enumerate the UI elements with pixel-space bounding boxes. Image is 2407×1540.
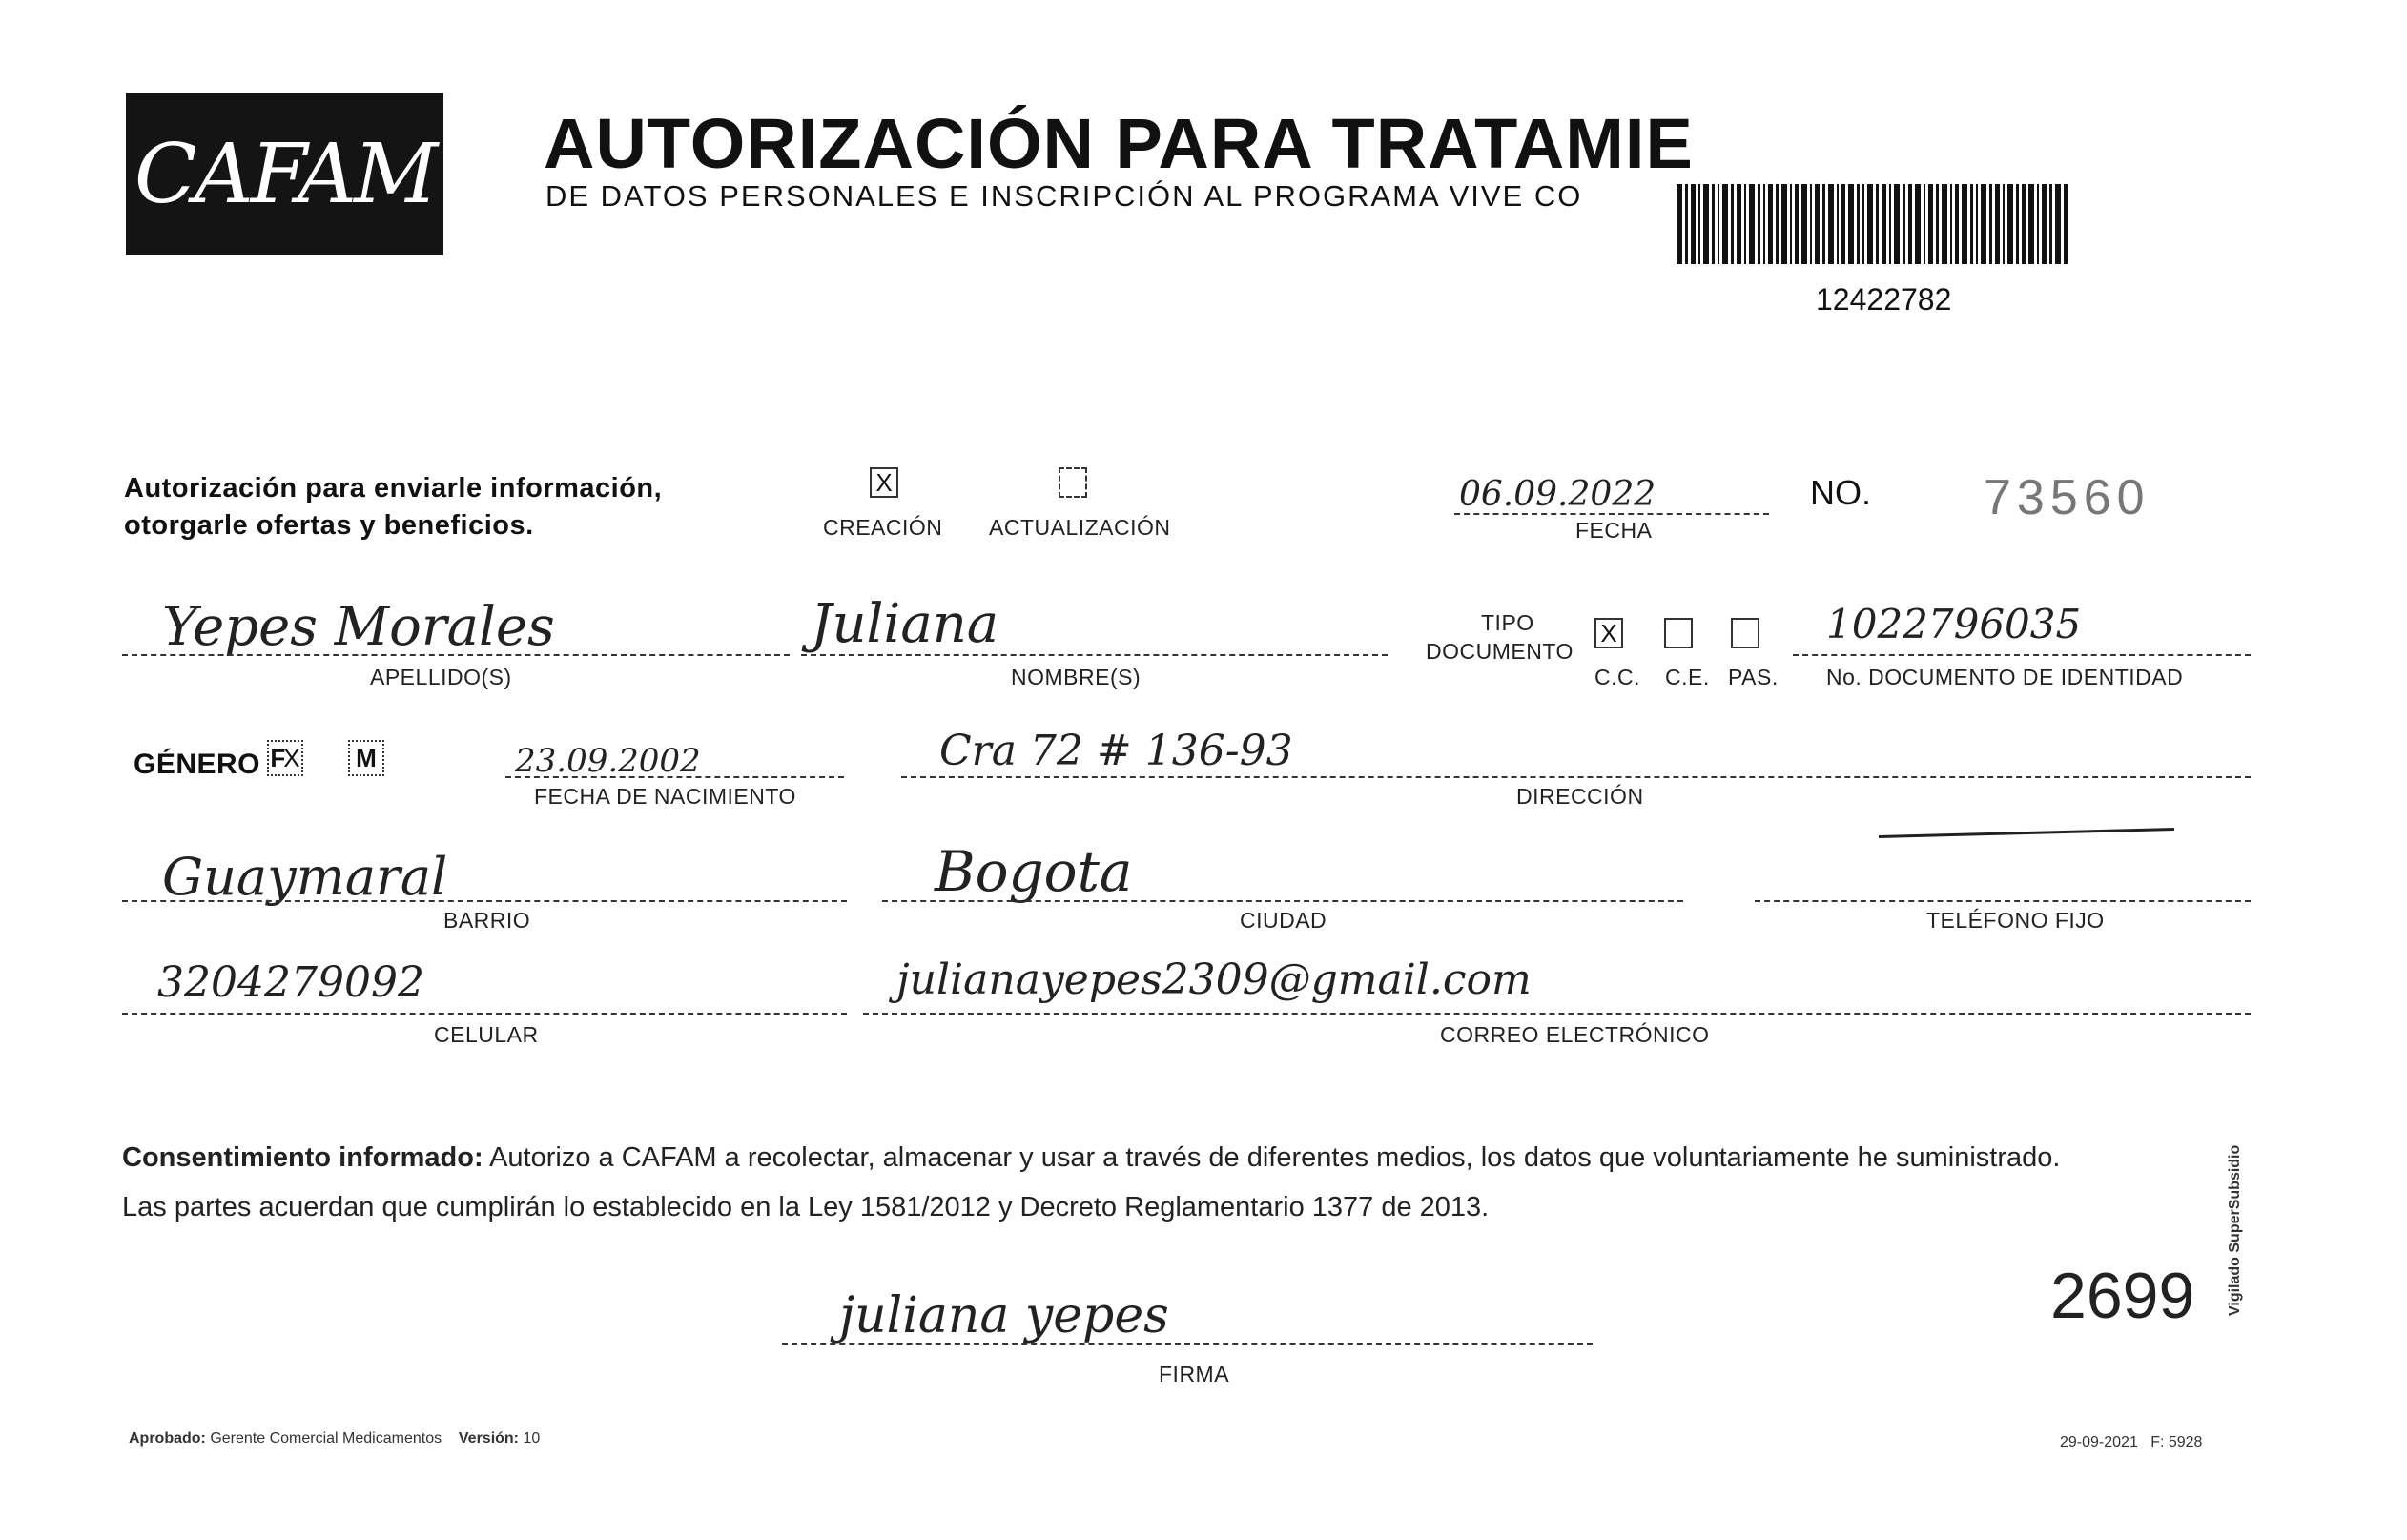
vigilado-stamp: Vigilado SuperSubsidio	[2227, 1144, 2243, 1316]
nacimiento-label: FECHA DE NACIMIENTO	[534, 784, 796, 809]
consent-lead: Consentimiento informado:	[122, 1142, 483, 1173]
consent-paragraph	[122, 1133, 2258, 1232]
documento-line	[1793, 654, 2251, 656]
nacimiento-line	[505, 776, 844, 778]
correo-line	[863, 1013, 2251, 1015]
nacimiento-value[interactable]: 23.09.2002	[515, 742, 701, 780]
direccion-value[interactable]: Cra 72 # 136-93	[939, 727, 1293, 775]
barcode	[1677, 184, 2069, 264]
barrio-line	[122, 900, 847, 902]
ciudad-value[interactable]: Bogota	[935, 839, 1133, 904]
form-subtitle: DE DATOS PERSONALES E INSCRIPCIÓN AL PROGRAMA VIVE CO	[545, 179, 1583, 213]
creacion-label: CREACIÓN	[823, 515, 943, 540]
creacion-checkbox[interactable]: X	[870, 467, 898, 498]
nombres-label: NOMBRE(S)	[1011, 665, 1142, 689]
ce-label: C.E.	[1665, 665, 1710, 689]
handwritten-number: 2699	[2050, 1260, 2195, 1332]
cc-checkbox[interactable]: X	[1594, 618, 1623, 648]
fecha-line	[1454, 513, 1769, 515]
telefono-label: TELÉFONO FIJO	[1926, 908, 2105, 933]
consent-line-2: Las partes acuerdan que cumplirán lo establecido en la Ley 1581/2012 y Decreto Reglamentario 1377 de 2013.	[122, 1192, 1490, 1222]
consent-line-1: Consentimiento informado: Autorizo a CAFAM a recolectar, almacenar y usar a través de diferentes medios, los datos que voluntariamente he suministrado.	[122, 1142, 2061, 1173]
nombres-line	[801, 654, 1388, 656]
celular-line	[122, 1013, 847, 1015]
genero-m-checkbox[interactable]: M	[348, 740, 384, 776]
ce-checkbox[interactable]	[1664, 618, 1693, 648]
actualizacion-checkbox[interactable]	[1059, 467, 1087, 498]
pas-label: PAS.	[1728, 665, 1779, 689]
cafam-logo: CAFAM	[126, 93, 443, 255]
intro-line-1: Autorización para enviarle información,	[124, 473, 663, 503]
footer-aprobado: Aprobado: Gerente Comercial Medicamentos Versión: 10	[129, 1430, 541, 1447]
genero-label: GÉNERO	[134, 749, 261, 780]
ciudad-label: CIUDAD	[1240, 908, 1327, 933]
documento-value[interactable]: 1022796035	[1826, 601, 2082, 647]
intro-line-2: otorgarle ofertas y beneficios.	[124, 510, 534, 541]
genero-f-checkbox[interactable]: F X	[267, 740, 303, 776]
correo-value[interactable]: julianayepes2309@gmail.com	[896, 955, 1532, 1004]
telefono-strike	[1879, 828, 2174, 838]
fecha-label: FECHA	[1575, 518, 1653, 543]
form-number: 73560	[1984, 470, 2150, 525]
barrio-label: BARRIO	[443, 908, 531, 933]
actualizacion-label: ACTUALIZACIÓN	[989, 515, 1171, 540]
signature-label: FIRMA	[1159, 1362, 1230, 1386]
documento-label: DOCUMENTO	[1426, 639, 1574, 664]
apellidos-value[interactable]: Yepes Morales	[162, 596, 555, 658]
signature-value[interactable]: juliana yepes	[839, 1287, 1169, 1345]
apellidos-label: APELLIDO(S)	[370, 665, 512, 689]
no-label: NO.	[1810, 473, 1872, 512]
telefono-line	[1755, 900, 2251, 902]
direccion-label: DIRECCIÓN	[1516, 784, 1644, 809]
direccion-line	[901, 776, 2251, 778]
correo-label: CORREO ELECTRÓNICO	[1440, 1022, 1710, 1047]
tipo-label: TIPO	[1481, 610, 1534, 635]
apellidos-line	[122, 654, 790, 656]
ciudad-line	[882, 900, 1683, 902]
fecha-value[interactable]: 06.09.2022	[1459, 475, 1656, 514]
form-title: AUTORIZACIÓN PARA TRATAMIE	[544, 104, 1694, 183]
celular-label: CELULAR	[434, 1022, 539, 1047]
cc-label: C.C.	[1594, 665, 1640, 689]
celular-value[interactable]: 3204279092	[157, 958, 424, 1007]
signature-line	[782, 1343, 1593, 1345]
documento-number-label: No. DOCUMENTO DE IDENTIDAD	[1826, 665, 2184, 689]
pas-checkbox[interactable]	[1731, 618, 1759, 648]
barrio-value[interactable]: Guaymaral	[162, 847, 448, 907]
nombres-value[interactable]: Juliana	[811, 593, 999, 655]
footer-date-code: 29-09-2021 F: 5928	[2060, 1434, 2203, 1450]
barcode-number: 12422782	[1816, 282, 1952, 317]
